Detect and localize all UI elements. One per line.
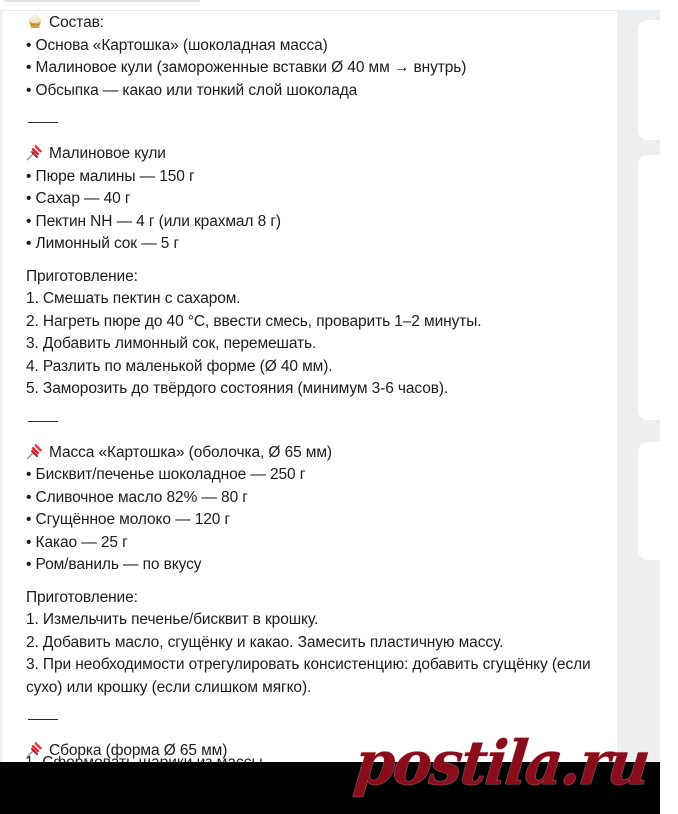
composition-item: • Основа «Картошка» (шоколадная масса) (26, 36, 328, 54)
right-sidebar (620, 10, 660, 770)
sidebar-card[interactable] (638, 442, 678, 560)
cupcake-icon (26, 12, 44, 30)
method-step: 2. Нагреть пюре до 40 °C, ввести смесь, проварить 1–2 минуты. (26, 312, 482, 330)
composition-heading (26, 12, 606, 35)
kartoshka-mass-heading (26, 442, 606, 465)
section-divider (28, 122, 58, 123)
ingredient-item: • Сахар — 40 г (26, 190, 131, 207)
sidebar-card[interactable] (638, 155, 678, 420)
assembly-first-line-cut (25, 754, 345, 762)
raspberry-coulis-heading (26, 143, 606, 166)
previous-card-edge (4, 0, 200, 2)
ingredient-item: • Ром/ваниль — по вкусу (26, 556, 202, 573)
method-step: 1. Смешать пектин с сахаром. (26, 290, 241, 307)
ingredient-item: • Пектин NH — 4 г (или крахмал 8 г) (26, 212, 281, 230)
ingredient-item: • Какао — 25 г (26, 533, 128, 551)
section-divider (28, 421, 58, 422)
sidebar-card[interactable] (638, 20, 678, 140)
pushpin-icon (26, 143, 44, 161)
method-step: 4. Разлить по маленькой форме (Ø 40 мм). (26, 357, 333, 375)
ingredient-item: • Лимонный сок — 5 г (26, 235, 180, 252)
composition-item: • Обсыпка — какао или тонкий слой шоколада (26, 81, 358, 99)
composition-item: • Малиновое кули (замороженные вставки Ø 40 мм → внутрь) (26, 59, 467, 76)
assembly-title: Сборка (форма Ø 65 мм) (49, 742, 228, 759)
ingredient-item: • Пюре малины — 150 г (26, 167, 195, 185)
method-step: 1. Измельчить печенье/бисквит в крошку. (26, 611, 319, 628)
method-step: 5. Заморозить до твёрдого состояния (минимум 3-6 часов). (26, 380, 449, 397)
method-step: 3. При необходимости отрегулировать консистенцию: добавить сгущёнку (если сухо) или крошку (если слишком мягко). (26, 656, 591, 696)
method-step: 3. Добавить лимонный сок, перемешать. (26, 335, 317, 352)
kartoshka-mass-title: Масса «Картошка» (оболочка, Ø 65 мм) (49, 443, 332, 461)
method-step: 2. Добавить масло, сгущёнку и какао. Замесить пластичную массу. (26, 633, 504, 651)
top-strip (0, 0, 660, 10)
method-title: Приготовление: (26, 588, 138, 606)
ingredient-item: • Сливочное масло 82% — 80 г (26, 488, 248, 506)
watermark-logo: postila.ru (350, 727, 652, 799)
section-divider (28, 719, 58, 720)
post-text (26, 11, 606, 763)
post-card (2, 10, 618, 810)
ingredient-item: • Сгущённое молоко — 120 г (26, 511, 231, 528)
pushpin-icon (26, 442, 44, 460)
composition-title: Состав: (49, 14, 104, 31)
method-title: Приготовление: (26, 267, 138, 285)
ingredient-item: • Бисквит/печенье шоколадное — 250 г (26, 466, 306, 483)
raspberry-coulis-title: Малиновое кули (49, 145, 166, 162)
